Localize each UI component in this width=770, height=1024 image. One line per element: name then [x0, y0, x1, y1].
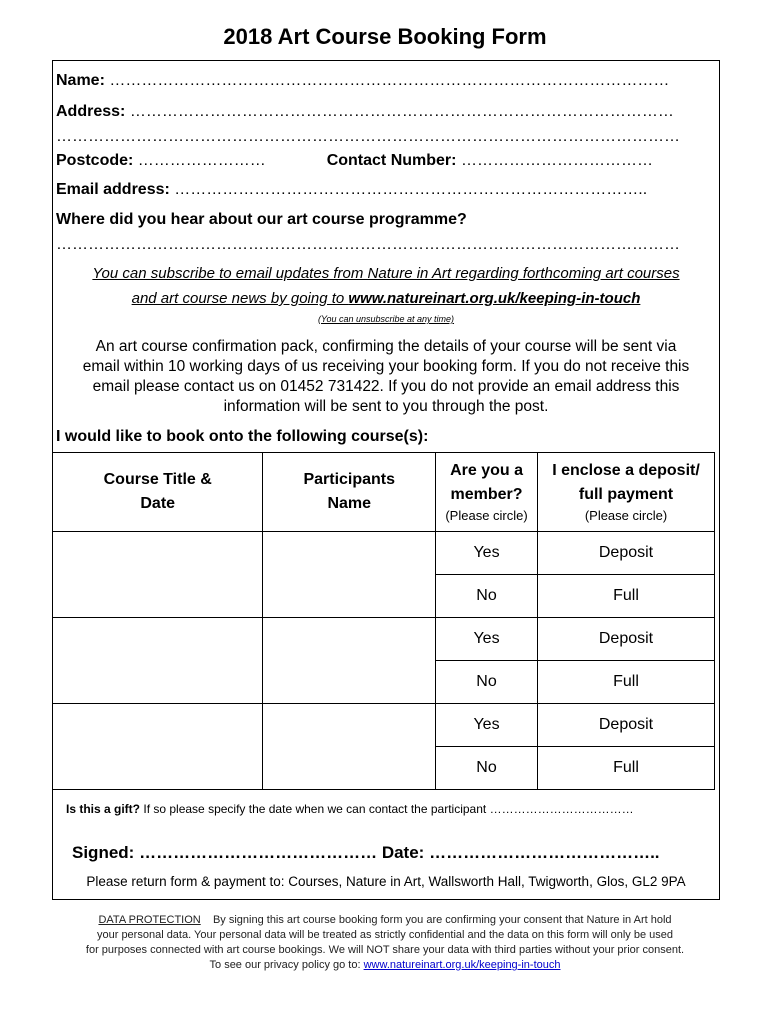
signed-field[interactable]: …………………………………… [139, 843, 378, 862]
hear-label [56, 211, 716, 229]
member-no-3[interactable]: No [436, 747, 538, 790]
col-payment-please: (Please circle) [584, 508, 668, 523]
table-row [53, 704, 715, 747]
book-heading [56, 428, 716, 446]
member-yes-3[interactable]: Yes [436, 704, 538, 747]
subscribe-line2 [52, 290, 720, 307]
table-header-row [53, 453, 715, 532]
data-protection-line1 [0, 913, 770, 928]
course-title-cell-1[interactable] [53, 532, 263, 618]
member-yes-1[interactable]: Yes [436, 532, 538, 575]
email-row[interactable] [56, 181, 716, 199]
col-payment-text: I enclose a deposit/ full payment [552, 462, 700, 503]
email-label: Email address: [56, 181, 170, 198]
data-protection-heading: DATA PROTECTION [98, 914, 201, 926]
hear-field[interactable]: ……………………………………………………………………………………………………… [56, 236, 680, 253]
payment-full-3[interactable]: Full [538, 747, 715, 790]
contact-field[interactable]: ……………………………… [460, 152, 653, 169]
data-protection-line4 [0, 958, 770, 973]
member-no-1[interactable]: No [436, 575, 538, 618]
book-heading-text: I would like to book onto the following course(s): [56, 428, 429, 445]
privacy-prefix: To see our privacy policy go to: [209, 959, 364, 971]
address-line2[interactable]: ……………………………………………………………………………………………………… [56, 128, 680, 145]
gift-row[interactable] [66, 802, 716, 816]
participant-cell-2[interactable] [263, 618, 436, 704]
gift-text: If so please specify the date when we can contact the participant [143, 802, 487, 816]
hear-question: Where did you hear about our art course programme? [56, 211, 467, 228]
form-title: 2018 Art Course Booking Form [223, 24, 547, 49]
payment-deposit-2[interactable]: Deposit [538, 618, 715, 661]
gift-field[interactable]: ……………………………… [489, 802, 634, 816]
table-row [53, 618, 715, 661]
address-field[interactable]: ………………………………………………………………………………………… [129, 103, 674, 120]
col-participants-text: Participants Name [303, 471, 396, 512]
address-label: Address: [56, 103, 126, 120]
confirmation-paragraph: An art course confirmation pack, confirming the details of your course will be sent via email within 10 working days of us receiving your booking form. If you do not receive this email please contact us on 01452 731422. If you do not provide an email address this information will be sent to you through the post. [82, 338, 690, 415]
data-protection-line2: your personal data. Your personal data will be treated as strictly confidential and the data on this form will only be used [96, 929, 673, 941]
course-title-cell-2[interactable] [53, 618, 263, 704]
col-participants [263, 453, 436, 532]
date-label: Date: [381, 843, 425, 862]
participant-cell-1[interactable] [263, 532, 436, 618]
contact-label: Contact Number: [326, 152, 457, 169]
courses-table [52, 452, 715, 790]
col-member-please: (Please circle) [445, 508, 528, 523]
postcode-contact-row[interactable] [56, 152, 716, 170]
col-course-title-text: Course Title & Date [103, 471, 212, 512]
gift-label: Is this a gift? [66, 802, 141, 816]
participant-cell-3[interactable] [263, 704, 436, 790]
signed-label: Signed: [72, 843, 135, 862]
address-row[interactable] [56, 103, 716, 121]
email-field[interactable]: …………………………………………………………………………….. [174, 181, 648, 198]
table-row [53, 532, 715, 575]
name-label: Name: [56, 72, 105, 89]
name-row[interactable] [56, 72, 716, 90]
unsubscribe-note: (You can unsubscribe at any time) [317, 314, 455, 324]
postcode-label: Postcode: [56, 152, 134, 169]
payment-full-2[interactable]: Full [538, 661, 715, 704]
col-member [436, 453, 538, 532]
subscribe-link[interactable]: www.natureinart.org.uk/keeping-in-touch [348, 290, 641, 307]
payment-deposit-1[interactable]: Deposit [538, 532, 715, 575]
course-title-cell-3[interactable] [53, 704, 263, 790]
privacy-link[interactable]: www.natureinart.org.uk/keeping-in-touch [363, 959, 561, 971]
col-payment [538, 453, 715, 532]
member-no-2[interactable]: No [436, 661, 538, 704]
col-member-text: Are you a member? [450, 462, 523, 503]
name-field[interactable]: …………………………………………………………………………………………… [109, 72, 670, 89]
payment-full-1[interactable]: Full [538, 575, 715, 618]
data-protection-line3: for purposes connected with art course bookings. We will NOT share your data with third parties without your prior consent. [85, 944, 685, 956]
member-yes-2[interactable]: Yes [436, 618, 538, 661]
return-address: Please return form & payment to: Courses, Nature in Art, Wallsworth Hall, Twigworth, Glos, GL2 9PA [86, 874, 686, 889]
postcode-field[interactable]: …………………… [137, 152, 266, 169]
subscribe-line1: You can subscribe to email updates from Nature in Art regarding forthcoming art courses [92, 265, 680, 282]
signed-row[interactable] [72, 843, 712, 863]
col-course-title [53, 453, 263, 532]
date-field[interactable]: ………………………………….. [429, 843, 660, 862]
payment-deposit-3[interactable]: Deposit [538, 704, 715, 747]
subscribe-prefix: and art course news by going to [131, 290, 349, 307]
data-protection-text1: By signing this art course booking form you are confirming your consent that Nature in Art hold [212, 914, 672, 926]
